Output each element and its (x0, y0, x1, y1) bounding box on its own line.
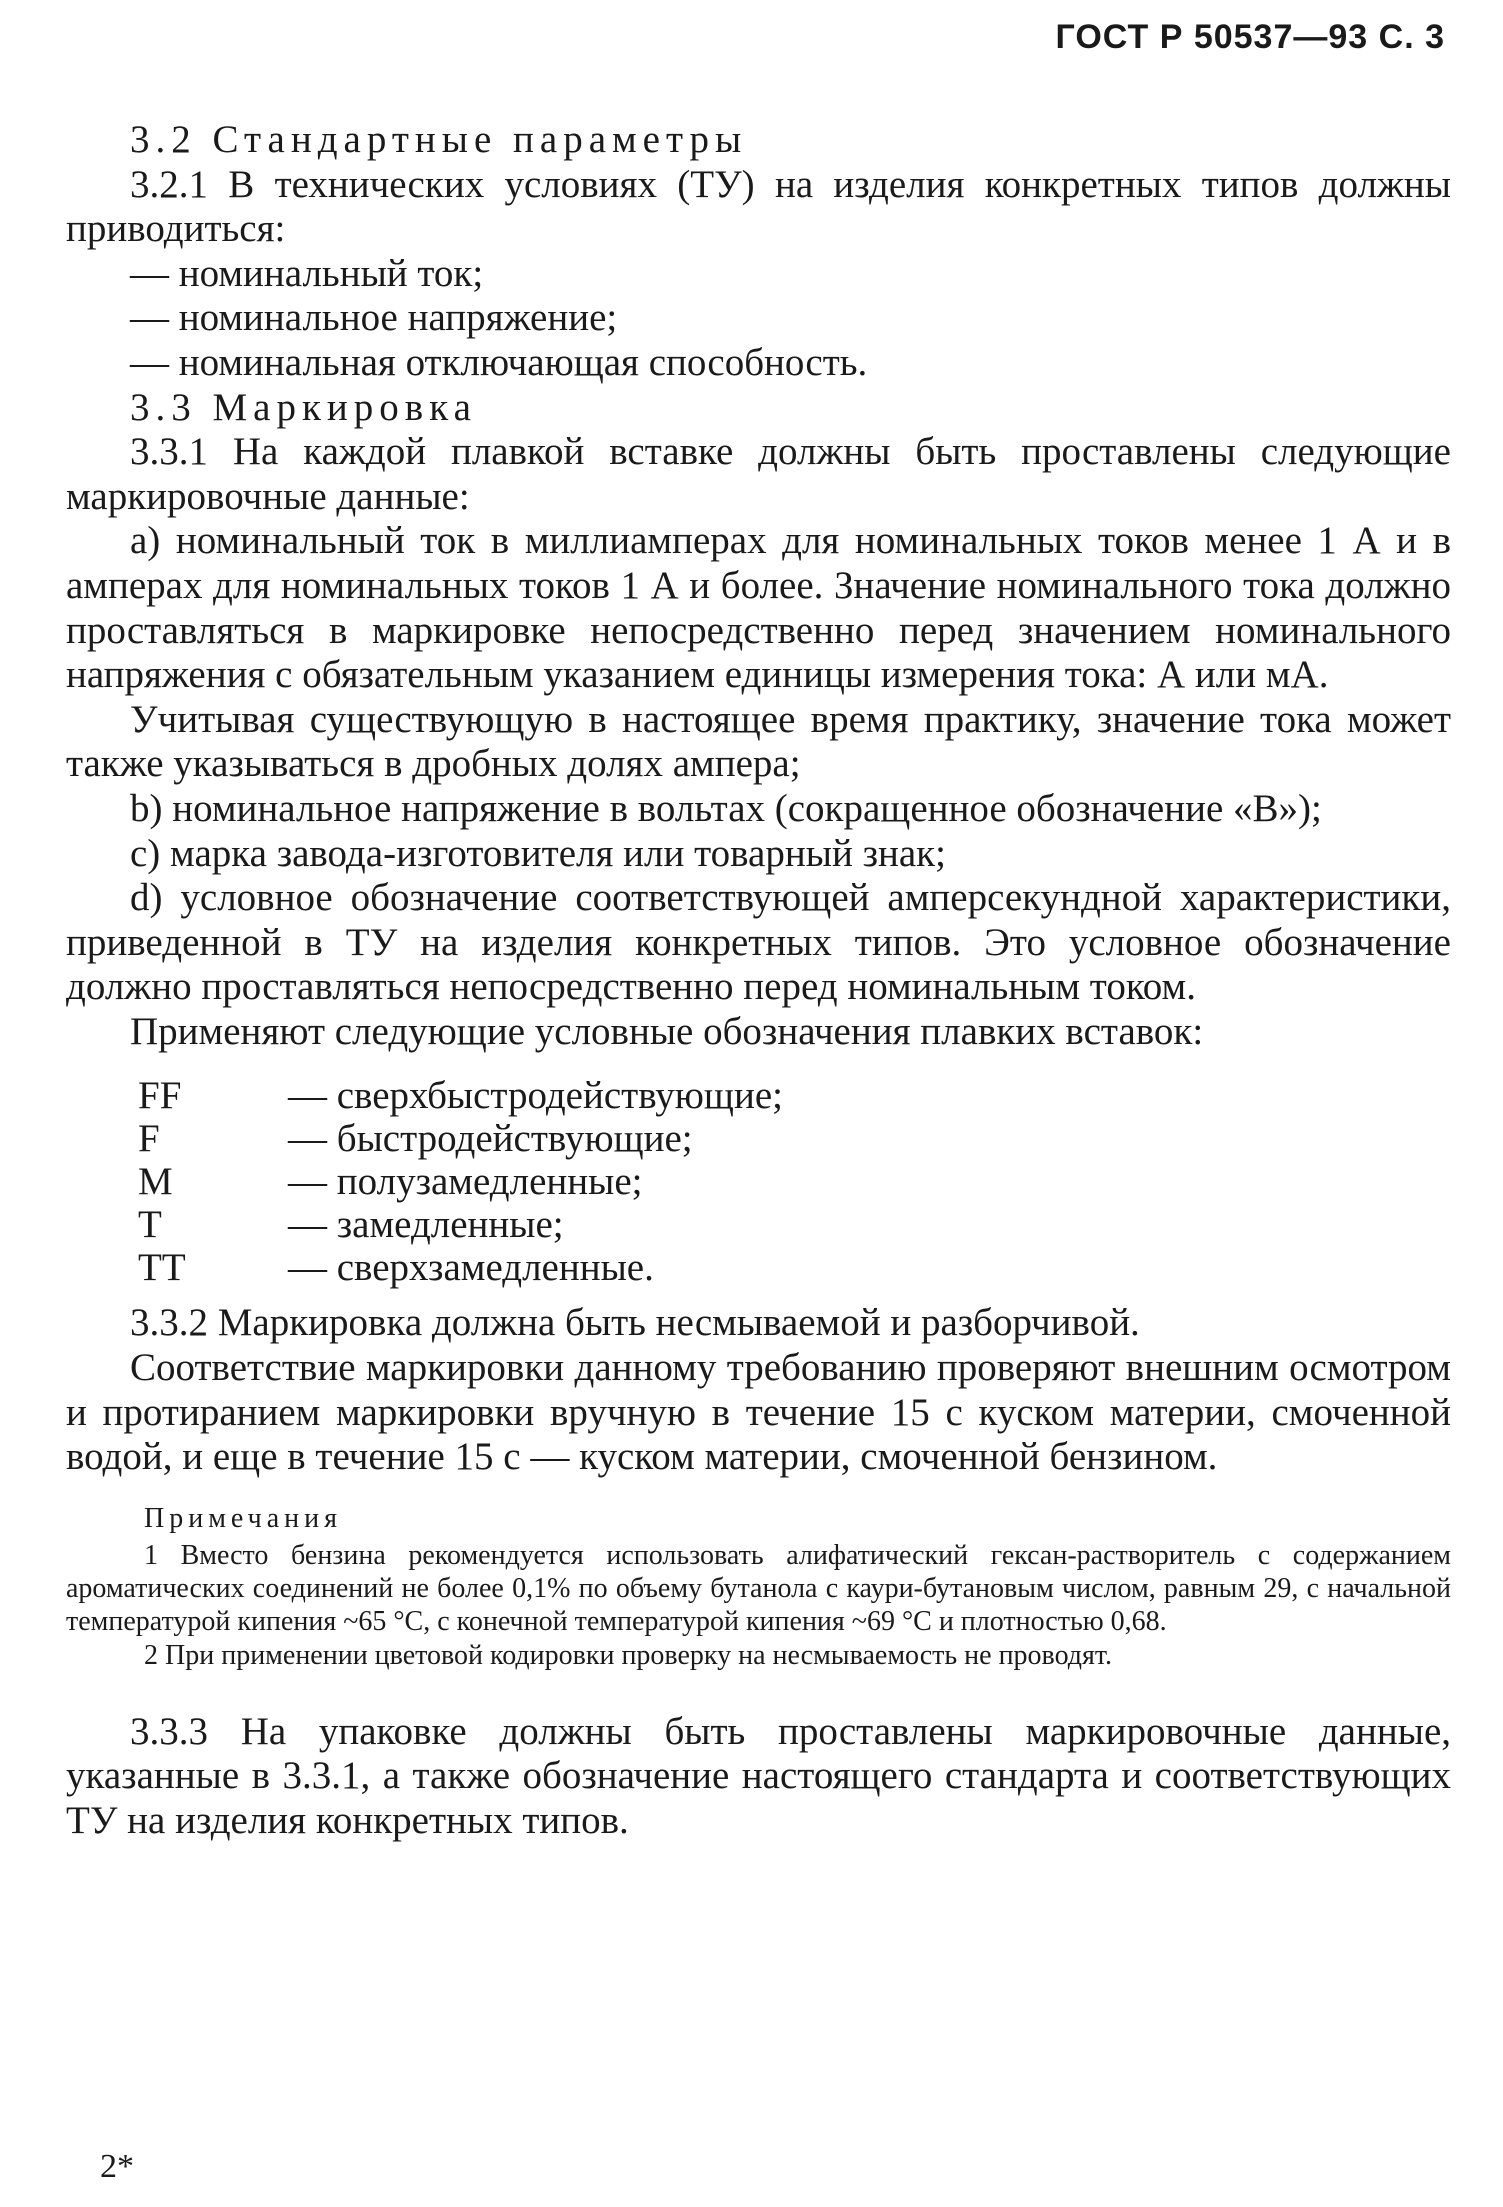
designation-desc: — сверхбыстродействующие; (288, 1074, 783, 1118)
designation-row (138, 1246, 1451, 1289)
list-item: — номинальная отключающая способность. (130, 340, 868, 384)
designation-code: T (138, 1203, 162, 1247)
designation-desc: — быстродействующие; (288, 1117, 693, 1161)
section-3-3-2-line1: 3.3.2 Маркировка должна быть несмываемой и разборчивой. (130, 1301, 1140, 1345)
page-header: ГОСТ Р 50537—93 С. 3 (1055, 18, 1445, 56)
designation-code: M (138, 1160, 173, 1204)
designation-row (138, 1203, 1451, 1246)
item-b: b) номинальное напряжение в вольтах (сокращенное обозначение «В»); (130, 786, 1322, 830)
designation-desc: — замедленные; (288, 1203, 564, 1247)
item-d: d) условное обозначение соответствующей амперсекундной характеристики, приведенной в ТУ на изделия конкретных типов. Это условное обозначение должно проставляться непосредственно перед номинальным током. (66, 876, 1451, 1009)
section-3-3-1-intro: 3.3.1 На каждой плавкой вставке должны быть проставлены следующие маркировочные данные: (66, 430, 1451, 518)
page-footer-mark: 2* (100, 2148, 134, 2185)
section-3-2-1-intro: 3.2.1 В технических условиях (ТУ) на изделия конкретных типов должны приводиться: (66, 162, 1451, 251)
designation-row (138, 1074, 1451, 1117)
section-3-3-2-line2: Соответствие маркировки данному требованию проверяют внешним осмотром и протиранием маркировки вручную в течение 15 с куском материи, смоченной водой, и еще в течение 15 с — куском материи, смоченной бензином. (66, 1346, 1451, 1479)
practice-paragraph: Учитывая существующую в настоящее время практику, значение тока может также указываться в дробных долях ампера; (66, 697, 1451, 786)
section-3-2-title: 3.2 Стандартные параметры (130, 118, 748, 161)
item-c: с) марка завода-изготовителя или товарный знак; (130, 831, 946, 875)
notes-block (66, 1502, 1451, 1672)
notes-title: Примечания (144, 1502, 343, 1534)
note-2: 2 При применении цветовой кодировки проверку на несмываемость не проводят. (144, 1639, 1113, 1671)
section-3-3-3: 3.3.3 На упаковке должны быть проставлены маркировочные данные, указанные в 3.3.1, а также обозначение настоящего стандарта и соответствующих ТУ на изделия конкретных типов. (66, 1709, 1451, 1843)
designation-row (138, 1117, 1451, 1160)
designation-code: FF (138, 1074, 182, 1118)
designations-intro: Применяют следующие условные обозначения плавких вставок: (130, 1009, 1204, 1053)
designation-desc: — полузамедленные; (288, 1160, 643, 1204)
designation-desc: — сверхзамедленные. (288, 1246, 654, 1290)
designation-code: F (138, 1117, 160, 1161)
list-item: — номинальный ток; (130, 251, 484, 295)
note-1: 1 Вместо бензина рекомендуется использовать алифатический гексан-растворитель с содержанием ароматических соединений не более 0,1% по объему бутанола с каури-бутановым числом, равным 29, с начальной температурой кипения ~65 °С, с конечной температурой кипения ~69 °С и плотностью 0,68. (66, 1540, 1451, 1638)
designations-list (138, 1074, 1451, 1289)
document-body (66, 118, 1451, 1844)
designation-code: TT (138, 1246, 186, 1290)
section-3-3-title: 3.3 Маркировка (130, 385, 477, 429)
list-item: — номинальное напряжение; (130, 296, 618, 340)
item-a: а) номинальный ток в миллиамперах для номинальных токов менее 1 А и в амперах для номинальных токов 1 А и более. Значение номинального тока должно проставляться в маркировке непосредственно перед значением номинального напряжения с обязательным указанием единицы измерения тока: А или мА. (66, 519, 1451, 697)
designation-row (138, 1160, 1451, 1203)
